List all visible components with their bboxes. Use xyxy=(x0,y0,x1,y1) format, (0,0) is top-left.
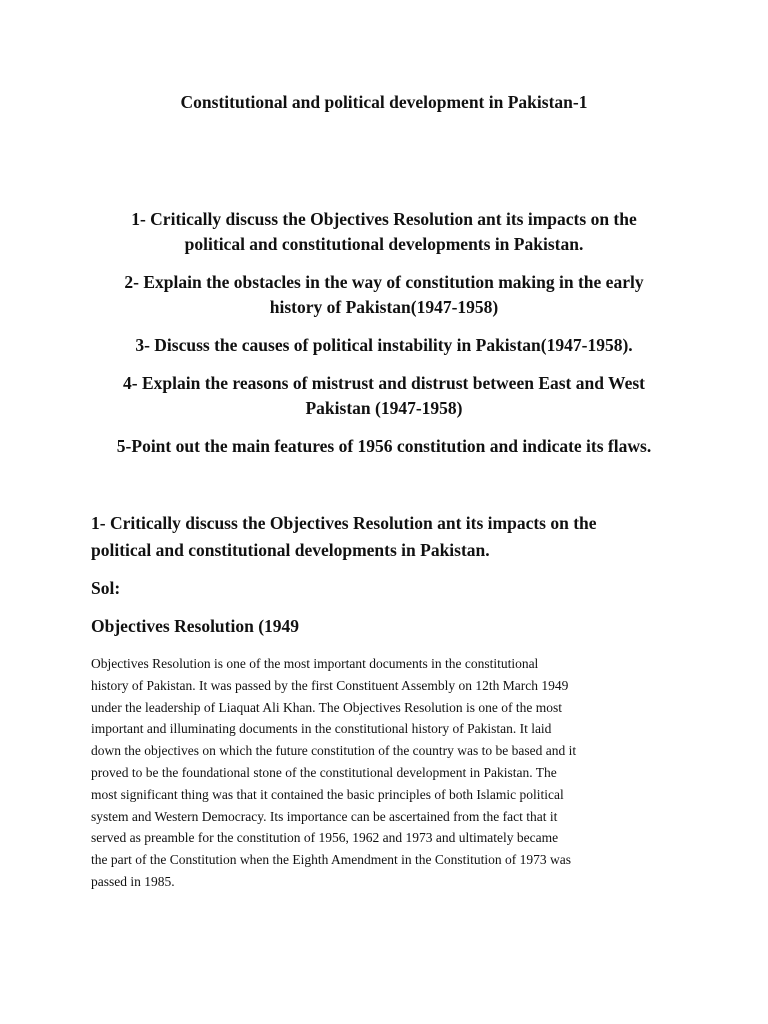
answer-question-line: 1- Critically discuss the Objectives Resolution ant its impacts on the xyxy=(91,513,597,533)
question-line: 5-Point out the main features of 1956 constitution and indicate its flaws. xyxy=(116,436,652,456)
question-line: 1- Critically discuss the Objectives Resolution ant its impacts on the xyxy=(131,209,637,229)
body-paragraph xyxy=(91,653,696,893)
paragraph-line: under the leadership of Liaquat Ali Khan. The Objectives Resolution is one of the most xyxy=(91,699,563,715)
question-line: 3- Discuss the causes of political instability in Pakistan(1947-1958). xyxy=(135,335,633,355)
question-item xyxy=(84,270,684,320)
paragraph-line: down the objectives on which the future constitution of the country was to be based and it xyxy=(91,743,577,759)
paragraph-line: important and illuminating documents in the constitutional history of Pakistan. It laid xyxy=(91,721,552,737)
paragraph-line: Objectives Resolution is one of the most important documents in the constitutional xyxy=(91,656,539,671)
question-line: history of Pakistan(1947-1958) xyxy=(269,297,499,317)
paragraph-line: the part of the Constitution when the Eighth Amendment in the Constitution of 1973 was xyxy=(91,852,571,868)
question-line: 2- Explain the obstacles in the way of constitution making in the early xyxy=(124,272,644,292)
paragraph-line: proved to be the foundational stone of the constitutional development in Pakistan. The xyxy=(91,764,557,780)
section-heading: Objectives Resolution (1949 xyxy=(91,616,300,636)
question-line: political and constitutional developments in Pakistan. xyxy=(184,234,584,254)
question-line: Pakistan (1947-1958) xyxy=(305,398,463,418)
question-item xyxy=(84,434,684,459)
solution-label: Sol: xyxy=(91,578,121,598)
question-item xyxy=(84,371,684,421)
paragraph-line: passed in 1985. xyxy=(91,873,175,889)
question-item xyxy=(84,207,684,257)
answer-question-line: political and constitutional developments in Pakistan. xyxy=(91,540,490,560)
paragraph-line: most significant thing was that it contained the basic principles of both Islamic political xyxy=(91,786,564,802)
answer-question-heading xyxy=(91,510,691,564)
question-line: 4- Explain the reasons of mistrust and distrust between East and West xyxy=(123,373,645,393)
question-item xyxy=(84,333,684,358)
document-title: Constitutional and political development in Pakistan-1 xyxy=(180,92,588,112)
paragraph-line: served as preamble for the constitution of 1956, 1962 and 1973 and ultimately became xyxy=(91,830,559,846)
question-list xyxy=(84,207,684,472)
paragraph-line: system and Western Democracy. Its importance can be ascertained from the fact that it xyxy=(91,808,558,824)
paragraph-line: history of Pakistan. It was passed by the first Constituent Assembly on 12th March 1949 xyxy=(91,677,569,693)
